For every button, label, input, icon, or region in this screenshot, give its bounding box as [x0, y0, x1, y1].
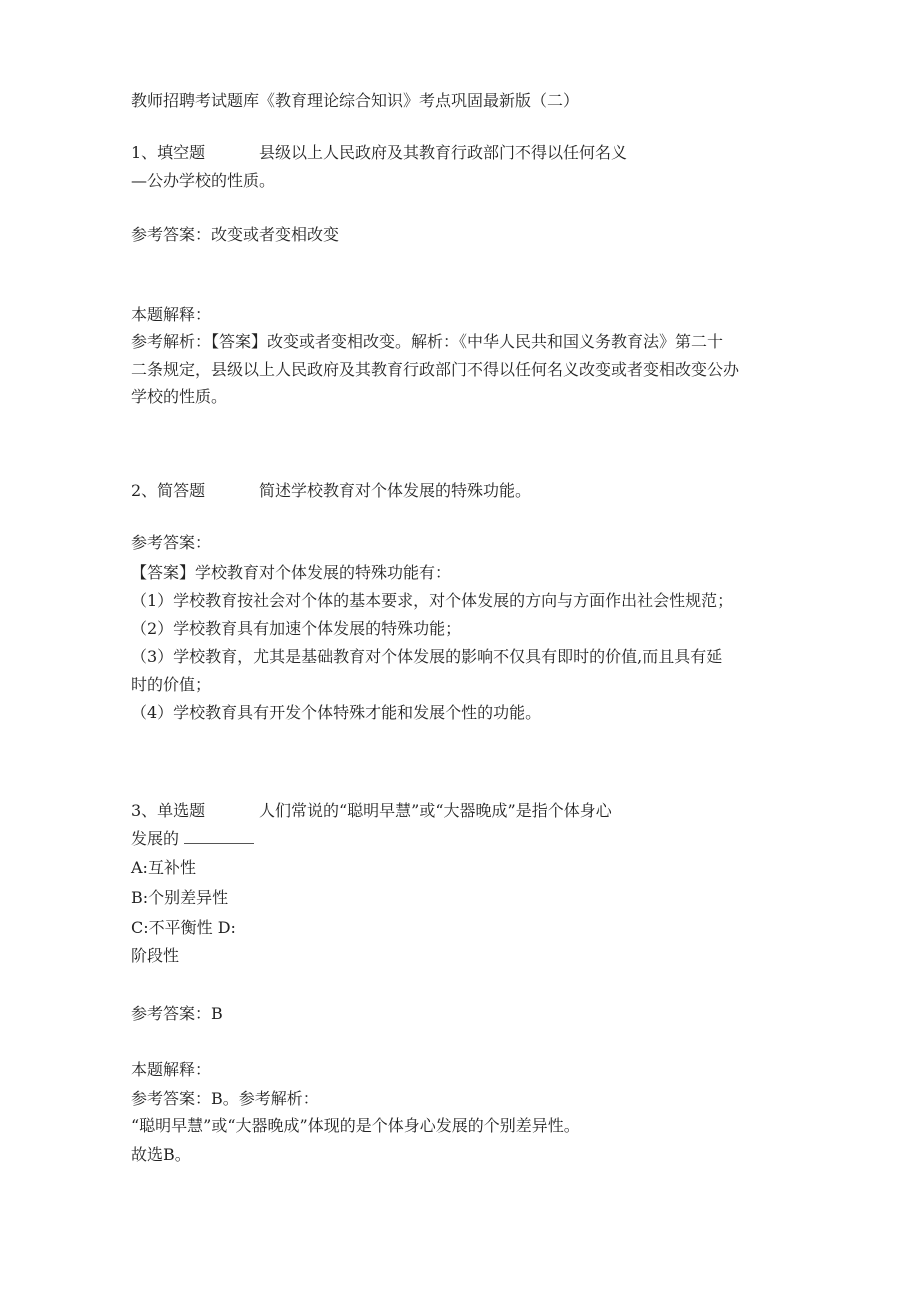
question-1-type: 1、填空题	[131, 143, 206, 162]
question-1-explain-line: 参考解析：【答案】改变或者变相改变。解析：《中华人民共和国义务教育法》第二十	[131, 332, 724, 351]
question-3-option-b: B:个别差异性	[131, 888, 229, 907]
question-3-explain-line: 故选B。	[131, 1145, 191, 1164]
question-3-option-c-d: C:不平衡性 D:	[131, 918, 236, 937]
question-2-answer-line: （4）学校教育具有开发个体特殊才能和发展个性的功能。	[131, 703, 542, 722]
question-2-answer-line: （2）学校教育具有加速个体发展的特殊功能；	[131, 619, 462, 638]
question-3-stem-text: 发展的	[131, 829, 180, 848]
question-1-stem	[131, 143, 627, 163]
question-3-type: 3、单选题	[131, 801, 206, 820]
question-3-explain-line: “聪明早慧”或“大器晚成”体现的是个体身心发展的个别差异性。	[131, 1116, 580, 1135]
question-2-answer-heading: 参考答案：	[131, 533, 212, 552]
question-1-answer: 参考答案：改变或者变相改变	[131, 225, 340, 244]
question-2-type: 2、简答题	[131, 481, 206, 500]
answer-blank	[184, 829, 254, 844]
question-3-explain-heading: 本题解释：	[131, 1060, 212, 1079]
question-1-stem-line1: 县级以上人民政府及其教育行政部门不得以任何名义	[259, 143, 628, 162]
question-2-answer-line: （1）学校教育按社会对个体的基本要求，对个体发展的方向与方面作出社会性规范；	[131, 591, 734, 610]
question-3-stem-line2	[131, 829, 254, 849]
question-2-answer-line: （3）学校教育，尤其是基础教育对个体发展的影响不仅具有即时的价值,而且具有延	[131, 647, 723, 666]
question-2-stem	[131, 481, 531, 501]
question-1-stem-line2: —公办学校的性质。	[131, 171, 276, 190]
question-1-explain-line: 学校的性质。	[131, 387, 228, 406]
question-3-explain-line: 参考答案：B。参考解析：	[131, 1089, 319, 1108]
question-3-option-a: A:互补性	[131, 858, 196, 877]
question-1-explain-line: 二条规定，县级以上人民政府及其教育行政部门不得以任何名义改变或者变相改变公办	[131, 360, 740, 379]
question-1-explain-heading: 本题解释：	[131, 305, 212, 324]
question-3-answer: 参考答案：B	[131, 1004, 223, 1023]
question-2-answer-line: 时的价值；	[131, 675, 212, 694]
question-2-answer-line: 【答案】学校教育对个体发展的特殊功能有：	[131, 563, 452, 582]
page-title: 教师招聘考试题库《教育理论综合知识》考点巩固最新版（二）	[131, 91, 580, 110]
question-3-stem-line1: 人们常说的“聪明早慧”或“大器晚成”是指个体身心	[259, 801, 612, 820]
question-3-option-d-text: 阶段性	[131, 946, 180, 965]
question-2-stem-text: 简述学校教育对个体发展的特殊功能。	[259, 481, 532, 500]
question-3-stem	[131, 801, 612, 821]
